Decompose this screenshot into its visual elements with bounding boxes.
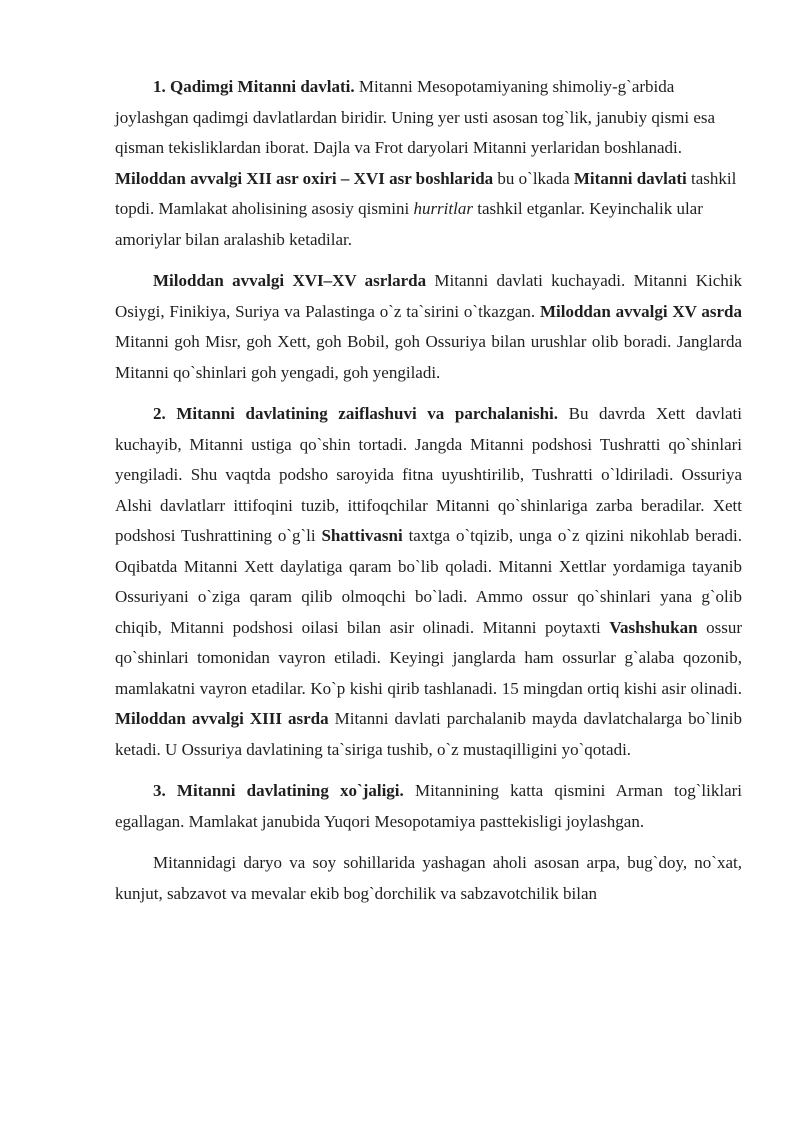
text-run: Bu davrda Xett davlati kuchayib, Mitanni ustiga qo`shin tortadi. Jangda Mitanni podshosi Tushratti qo`shinlari yengiladi. Shu vaqtda podsho saroyida fitna uyushtirilib, Tushratti o`ldiriladi. Ossuriya Alshi davlatlarr ittifoqini tuzib, ittifoqchilar Mitanni qo`shinlariga zarba beradilar. Xett podshosi Tushrattining o`g`li (115, 404, 743, 545)
text-run: Mitanni Mesopotamiyaning shimoliy-g`arbida joylashgan qadimgi davlatlardan biridir. Uning yer usti asosan tog`lik, janubiy qismi esa qisman tekisliklardan iborat. Dajla va Frot daryolari Mitanni yerlaridan boshlanadi. (115, 77, 716, 157)
bold-phrase: Miloddan avvalgi XII asr oxiri – XVI asr boshlarida (115, 168, 494, 188)
section-heading-3: 3. Mitanni davlatining xo`jaligi. (153, 781, 404, 800)
paragraph-zaiflashuvi (115, 399, 742, 765)
paragraph-qadimgi-mitanni (115, 72, 742, 255)
bold-phrase: Miloddan avvalgi XIII asrda (115, 709, 329, 728)
text-run: taxtga o`tqizib, unga o`z qizini nikohlab beradi. Oqibatda Mitanni Xett daylatiga qaram bo`lib qoladi. Mitanni Xettlar yordamiga tayanib Ossuriyani o`ziga qaram qilib olmoqchi bo`ladi. Ammo ossur qo`shinlari yana g`olib chiqib, Mitanni podshosi oilasi bilan asir olinadi. Mitanni poytaxti (115, 526, 742, 637)
text-run: ossur qo`shinlari tomonidan vayron etiladi. Keyingi janglarda ham ossurlar g`alaba qozonib, mamlakatni vayron etadilar. Ko`p kishi qirib tashlanadi. 15 mingdan ortiq kishi asir olinadi. (115, 617, 742, 698)
text-run: Mitanni goh Misr, goh Xett, goh Bobil, goh Ossuriya bilan urushlar olib boradi. Janglarda Mitanni qo`shinlari goh yengadi, goh yengiladi. (115, 332, 742, 382)
bold-phrase: Miloddan avvalgi XV asrda (539, 301, 742, 321)
text-run: Mitannidagi daryo va soy sohillarida yashagan aholi asosan arpa, bug`doy, no`xat, kunjut, sabzavot va mevalar ekib bog`dorchilik va sabzavotchilik bilan (115, 853, 742, 903)
bold-phrase: Vashshukan (609, 617, 698, 637)
text-run: bu o`lkada (493, 168, 574, 188)
italic-term: hurritlar (413, 199, 473, 218)
bold-phrase: Mitanni davlati (573, 168, 687, 188)
text-run: tashkil topdi. Mamlakat aholisining asosiy qismini (115, 168, 737, 218)
document-body (115, 72, 742, 909)
text-run: tashkil etganlar. Keyinchalik ular amoriylar bilan aralashib ketadilar. (115, 199, 703, 249)
text-run: Mitanni davlati parchalanib mayda davlatchalarga bo`linib ketadi. U Ossuriya davlatining ta`siriga tushib, o`z mustaqilligini yo`qotadi. (115, 709, 742, 759)
section-heading-1: 1. Qadimgi Mitanni davlati. (153, 77, 355, 96)
paragraph-kuchayishi (115, 266, 742, 388)
bold-phrase: Miloddan avvalgi XVI–XV asrlarda (153, 271, 427, 290)
text-run: Mitannining katta qismini Arman tog`liklari egallagan. Mamlakat janubida Yuqori Mesopotamiya pasttekisligi joylashgan. (115, 781, 743, 831)
paragraph-xojaligi (115, 776, 742, 837)
text-run: Mitanni davlati kuchayadi. Mitanni Kichik Osiygi, Finikiya, Suriya va Palastinga o`z ta`sirini o`tkazgan. (115, 271, 742, 321)
section-heading-2: 2. Mitanni davlatining zaiflashuvi va parchalanishi. (153, 404, 559, 423)
bold-phrase: Shattivasni (321, 526, 403, 545)
paragraph-aholi (115, 848, 742, 909)
